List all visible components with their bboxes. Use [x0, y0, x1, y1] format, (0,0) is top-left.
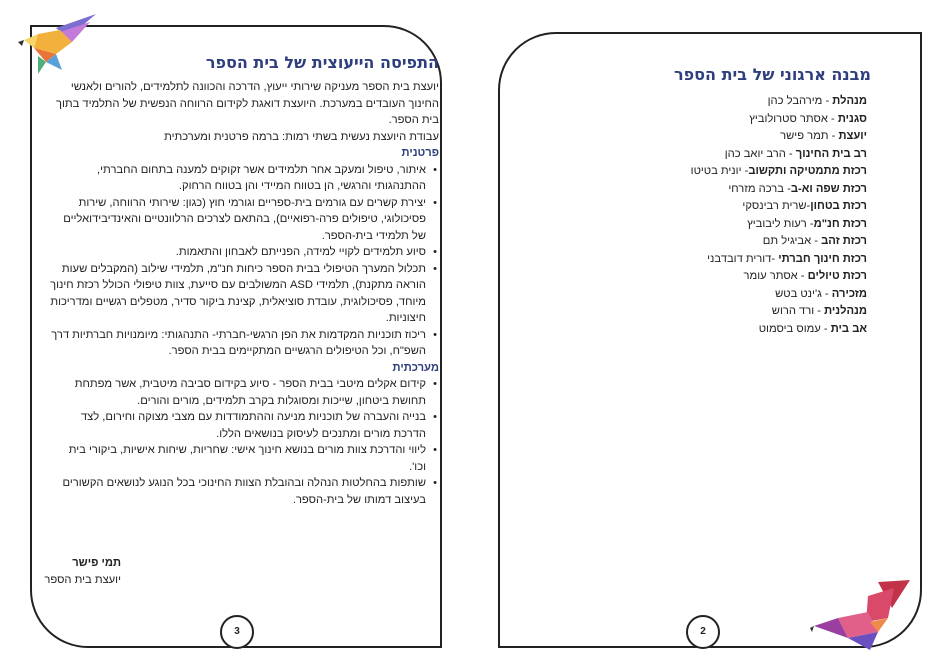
staff-role: רכזת מתמטיקה ותקשוב	[748, 165, 867, 177]
staff-name: -שרית רבינסקי	[742, 200, 811, 212]
staff-name: - ג'ינט בטש	[775, 287, 832, 300]
staff-item	[587, 268, 867, 286]
staff-role: רכזת טיולים	[807, 270, 867, 282]
staff-role: רכזת חנ"מ	[813, 217, 867, 230]
staff-item	[587, 198, 867, 216]
staff-name: - תמר פישר	[780, 130, 839, 142]
section-list	[49, 162, 439, 360]
staff-item	[587, 111, 867, 129]
intro-paragraph: עבודת היועצת נעשית בשתי רמות: ברמה פרטנית ומערכתית	[164, 130, 439, 143]
list-item: • סיוע תלמידים לקויי למידה, הפנייתם לאבחון והתאמות.	[49, 244, 426, 261]
staff-list	[587, 93, 867, 338]
signature-name: תמי פישר	[72, 557, 121, 569]
page-title: התפיסה הייעוצית של בית הספר	[205, 53, 439, 72]
bird-icon	[808, 578, 918, 654]
list-item: • יצירת קשרים עם גורמים בית-ספריים וגורמי חוץ (כגון: שירותי הרווחה, שירות פסיכולוגי, טיפולים פרה-רפואיים), בהתאם לצרכים הרלוונטיים והאינדיבידואליים של תלמידי בית-הספר.	[49, 195, 426, 245]
list-item: • איתור, טיפול ומעקב אחר תלמידים אשר זקוקים למענה בתחום החברתי, ההתנהגותי והרגשי, הן בטווח המיידי והן בטווח הרחוק.	[49, 162, 426, 195]
signature	[44, 555, 121, 589]
section-list	[49, 376, 439, 508]
staff-role: רכזת חינוך חברתי	[778, 252, 867, 265]
staff-name: - הרב יואב כהן	[724, 147, 796, 160]
staff-item	[587, 286, 867, 304]
intro-paragraph: יועצת בית הספר מעניקה שירותי ייעוץ, הדרכה והכוונה לתלמידים, להורים ולאנשי החינוך העובדים במערכת. היועצת דואגת לקידום הרווחה הנפשית של התלמיד בתוך בית הספר.	[56, 81, 439, 126]
staff-role: יועצת	[838, 130, 867, 142]
signature-role: יועצת בית הספר	[44, 574, 121, 586]
list-item: • ריכוז תוכניות המקדמות את הפן הרגשי-חברתי- התנהגותי: מיומנויות חברתיות דרך השפ"ח, וכל הטיפולים הרגשיים המתקיימים בבית הספר.	[49, 327, 426, 360]
page-number: 3	[220, 615, 254, 649]
staff-item	[587, 251, 867, 269]
section-heading: פרטנית	[401, 147, 439, 159]
staff-name: - אסתר עומר	[743, 270, 808, 282]
section-heading: מערכתית	[392, 361, 439, 374]
staff-role: מנהלת	[832, 95, 867, 107]
staff-name: - אביגיל תם	[762, 235, 822, 247]
staff-role: מנהלנית	[824, 305, 867, 317]
counseling-content	[49, 79, 439, 508]
staff-role: אב בית	[830, 322, 867, 335]
staff-role: רכזת בטחון	[810, 200, 867, 212]
staff-item	[587, 93, 867, 111]
staff-name: - ברכה מזרחי	[728, 182, 791, 195]
staff-name: - רעות ליבוביץ	[747, 217, 814, 230]
staff-item	[587, 128, 867, 146]
staff-item	[587, 233, 867, 251]
staff-item	[587, 146, 867, 164]
list-item: • קידום אקלים מיטבי בבית הספר - סיוע בקידום סביבה מיטבית, אשר מפתחת תחושת ביטחון, שייכות ומסוגלות בקרב תלמידים, מורים והורים.	[49, 376, 426, 409]
staff-name: - ורד הרוש	[771, 305, 825, 317]
list-item: • בנייה והעברה של תוכניות מניעה וההתמודדות עם מצבי מצוקה וחירום, לצד הדרכת מורים ומתנכים לעיסוק בנושאים הללו.	[49, 409, 426, 442]
list-item: • שותפות בהחלטות הנהלה ובהובלת הצוות החינוכי בכל הנוגע לנושאים הקשורים בעיצוב דמותו של בית-הספר.	[49, 475, 426, 508]
staff-role: מזכירה	[831, 287, 867, 300]
staff-item	[587, 181, 867, 199]
staff-name: - יונית בטיטו	[690, 165, 749, 177]
page-title: מבנה ארגוני של בית הספר	[674, 65, 871, 84]
staff-role: סגנית	[837, 112, 867, 125]
staff-item	[587, 216, 867, 234]
list-item: • תכלול המערך הטיפולי בבית הספר כיחות חנ"מ, תלמידי שילוב (המקבלים שעות הוראה מתקנת), תלמידי ASD המשולבים עם סייעת, צוות טיפולי הכולל רכזת חינוך מיוחד, פסיכולוגית, עובדת סוציאלית, קצינת ביקור סדיר, מטפלים רגשיים ומדריכות חיצוניות.	[49, 261, 426, 327]
page-number: 2	[686, 615, 720, 649]
staff-item	[587, 163, 867, 181]
staff-item	[587, 303, 867, 321]
staff-name: -דורית דובדבני	[707, 252, 779, 265]
staff-role: רב בית החינוך	[795, 147, 867, 160]
staff-name: - עמוס ביסמוט	[758, 322, 831, 335]
staff-role: רכזת זהב	[821, 235, 867, 247]
staff-name: - מירהבל כהן	[767, 95, 833, 107]
staff-role: רכזת שפה וא-ב	[790, 182, 867, 195]
staff-name: - אסתר סטרולוביץ	[749, 112, 838, 125]
list-item: • ליווי והדרכת צוות מורים בנושא חינוך אישי: שחריות, שיחות אישיות, ביקורי בית וכו'.	[49, 442, 426, 475]
staff-item	[587, 321, 867, 339]
